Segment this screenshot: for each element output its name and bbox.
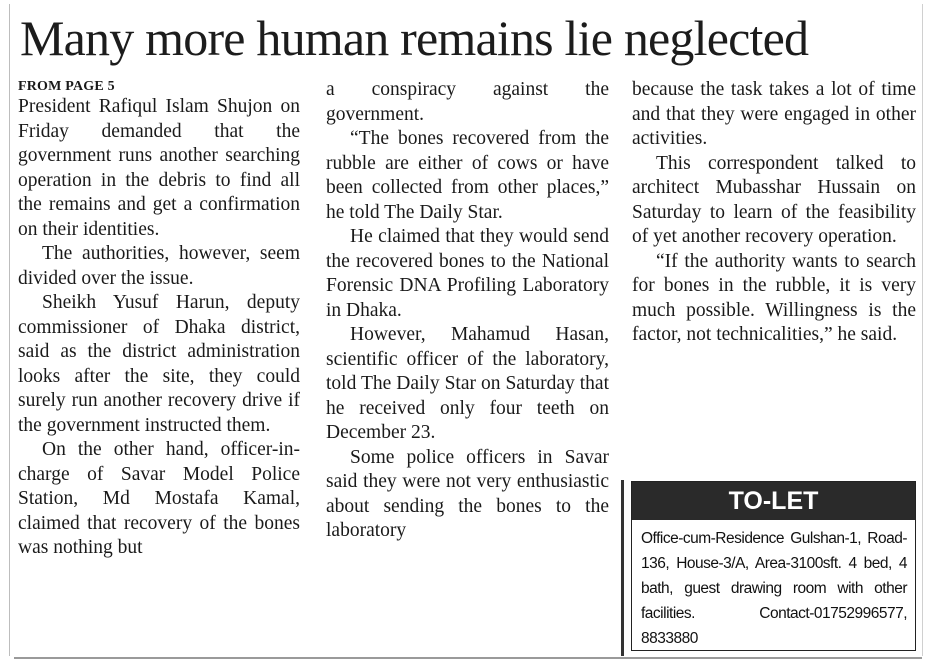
paragraph: On the other hand, officer-in-charge of Savar Model Police Station, Md Mostafa Kamal, claimed that recovery of the bones was nothing but <box>18 439 300 558</box>
right-frame-line <box>922 4 923 656</box>
ad-separator-rule <box>621 480 624 656</box>
paragraph: a conspiracy against the government. <box>326 79 609 125</box>
left-frame-line <box>9 4 10 656</box>
paragraph: “The bones recovered from the rubble are either of cows or have been collected from other places,” he told The Daily Star. <box>326 128 609 223</box>
paragraph: President Rafiqul Islam Shujon on Friday demanded that the government runs another searching operation in the debris to find all the remains and get a confirmation on their identities. <box>18 96 300 240</box>
continuation-kicker: FROM PAGE 5 <box>18 79 115 94</box>
article-column-3 <box>632 78 916 348</box>
paragraph: He claimed that they would send the recovered bones to the National Forensic DNA Profiling Laboratory in Dhaka. <box>326 226 609 321</box>
paragraph: This correspondent talked to architect Mubasshar Hussain on Saturday to learn of the feasibility of yet another recovery operation. <box>632 152 916 247</box>
paragraph: because the task takes a lot of time and that they were engaged in other activities. <box>632 79 916 149</box>
bottom-rule <box>14 657 922 659</box>
paragraph: Sheikh Yusuf Harun, deputy commissioner of Dhaka district, said as the district administration looks after the site, they could surely run another recovery drive if the government instructed them. <box>18 292 300 436</box>
headline: Many more human remains lie neglected <box>20 10 809 66</box>
ad-title: TO-LET <box>632 482 915 520</box>
classified-ad-box <box>631 481 916 651</box>
paragraph: The authorities, however, seem divided over the issue. <box>18 243 300 289</box>
paragraph: “If the authority wants to search for bones in the rubble, it is very much possible. Willingness is the factor, not technicalities,” he said. <box>632 250 916 345</box>
article-column-1 <box>18 78 300 561</box>
paragraph: However, Mahamud Hasan, scientific officer of the laboratory, told The Daily Star on Saturday that he received only four teeth on December 23. <box>326 324 609 443</box>
article-column-2 <box>326 78 609 544</box>
paragraph: Some police officers in Savar said they were not very enthusiastic about sending the bones to the laboratory <box>326 446 609 541</box>
ad-body-text: Office-cum-Residence Gulshan-1, Road-136, House-3/A, Area-3100sft. 4 bed, 4 bath, guest drawing room with other facilities. Contact-01752996577, 8833880 <box>641 530 907 647</box>
